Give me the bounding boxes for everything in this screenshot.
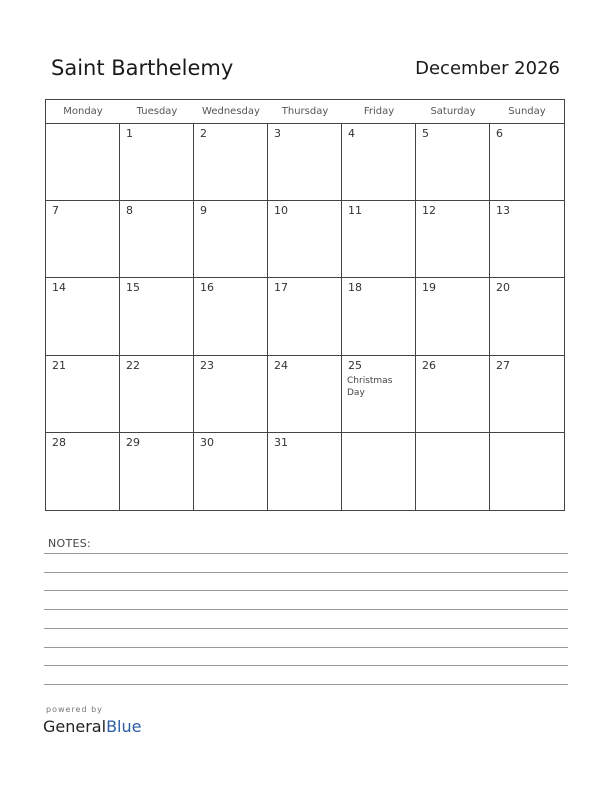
day-number: 27 — [496, 358, 510, 372]
weekday-saturday: Saturday — [416, 100, 490, 124]
day-number: 16 — [200, 281, 214, 295]
generalblue-logo[interactable] — [43, 717, 141, 736]
weekday-monday: Monday — [46, 100, 120, 124]
day-cell — [268, 433, 342, 510]
weekday-friday: Friday — [342, 100, 416, 124]
day-number: 4 — [348, 127, 355, 140]
day-cell — [194, 433, 268, 510]
day-number: 7 — [52, 204, 59, 218]
day-number: 12 — [422, 204, 436, 218]
notes-line — [44, 665, 568, 666]
country-title: Saint Barthelemy — [51, 56, 234, 80]
day-cell — [46, 356, 120, 433]
day-cell — [46, 433, 120, 510]
notes-line — [44, 628, 568, 629]
day-number: 25 — [348, 358, 362, 372]
day-number: 3 — [274, 127, 281, 140]
weekday-tuesday: Tuesday — [120, 100, 194, 124]
day-cell — [416, 278, 490, 355]
powered-by-text: powered by — [46, 705, 103, 714]
day-number: 23 — [200, 358, 214, 372]
day-number: 18 — [348, 281, 362, 295]
day-number: 22 — [126, 358, 140, 372]
day-number: 5 — [422, 127, 429, 140]
notes-line — [44, 609, 568, 610]
day-number: 19 — [422, 281, 436, 295]
day-cell — [268, 356, 342, 433]
day-cell — [416, 356, 490, 433]
day-number: 30 — [200, 435, 214, 449]
day-cell — [416, 124, 490, 201]
day-number: 14 — [52, 281, 66, 295]
day-cell — [342, 433, 416, 510]
day-number: 11 — [348, 204, 362, 218]
holiday-label: Christmas Day — [347, 375, 393, 398]
day-cell — [342, 356, 416, 433]
notes-line — [44, 647, 568, 648]
notes-line — [44, 684, 568, 685]
day-cell — [120, 278, 194, 355]
day-number: 17 — [274, 281, 288, 295]
day-cell — [268, 278, 342, 355]
day-cell — [342, 201, 416, 278]
day-number: 6 — [496, 127, 503, 140]
notes-line — [44, 590, 568, 591]
day-cell — [490, 201, 564, 278]
day-number: 20 — [496, 281, 510, 295]
day-cell — [46, 201, 120, 278]
weekday-sunday: Sunday — [490, 100, 564, 124]
logo-general: General — [43, 717, 107, 736]
day-cell — [194, 356, 268, 433]
day-number: 1 — [126, 127, 133, 140]
day-number: 8 — [126, 204, 133, 218]
day-cell — [416, 433, 490, 510]
day-number: 26 — [422, 358, 436, 372]
month-title: December 2026 — [415, 58, 560, 79]
day-cell — [120, 356, 194, 433]
day-cell — [120, 201, 194, 278]
day-cell — [46, 278, 120, 355]
day-cell — [490, 124, 564, 201]
day-number: 10 — [274, 204, 288, 218]
day-number: 29 — [126, 435, 140, 449]
day-cell — [416, 201, 490, 278]
day-number: 31 — [274, 435, 288, 449]
logo-blue: Blue — [106, 717, 142, 736]
day-cell — [342, 124, 416, 201]
day-cell — [490, 356, 564, 433]
notes-line — [44, 572, 568, 573]
day-cell — [194, 124, 268, 201]
day-number: 21 — [52, 358, 66, 372]
day-number: 13 — [496, 204, 510, 218]
day-cell — [120, 433, 194, 510]
day-cell — [268, 201, 342, 278]
day-number: 9 — [200, 204, 207, 218]
day-cell — [120, 124, 194, 201]
weekday-thursday: Thursday — [268, 100, 342, 124]
day-cell — [490, 433, 564, 510]
calendar-grid — [45, 99, 565, 511]
day-number: 2 — [200, 127, 207, 140]
weekday-wednesday: Wednesday — [194, 100, 268, 124]
day-cell — [194, 278, 268, 355]
day-number: 24 — [274, 358, 288, 372]
day-cell — [46, 124, 120, 201]
day-cell — [490, 278, 564, 355]
day-cell — [194, 201, 268, 278]
day-cell — [342, 278, 416, 355]
notes-label: NOTES: — [48, 537, 92, 550]
day-number: 15 — [126, 281, 140, 295]
notes-line — [44, 553, 568, 554]
day-number: 28 — [52, 435, 66, 449]
day-cell — [268, 124, 342, 201]
